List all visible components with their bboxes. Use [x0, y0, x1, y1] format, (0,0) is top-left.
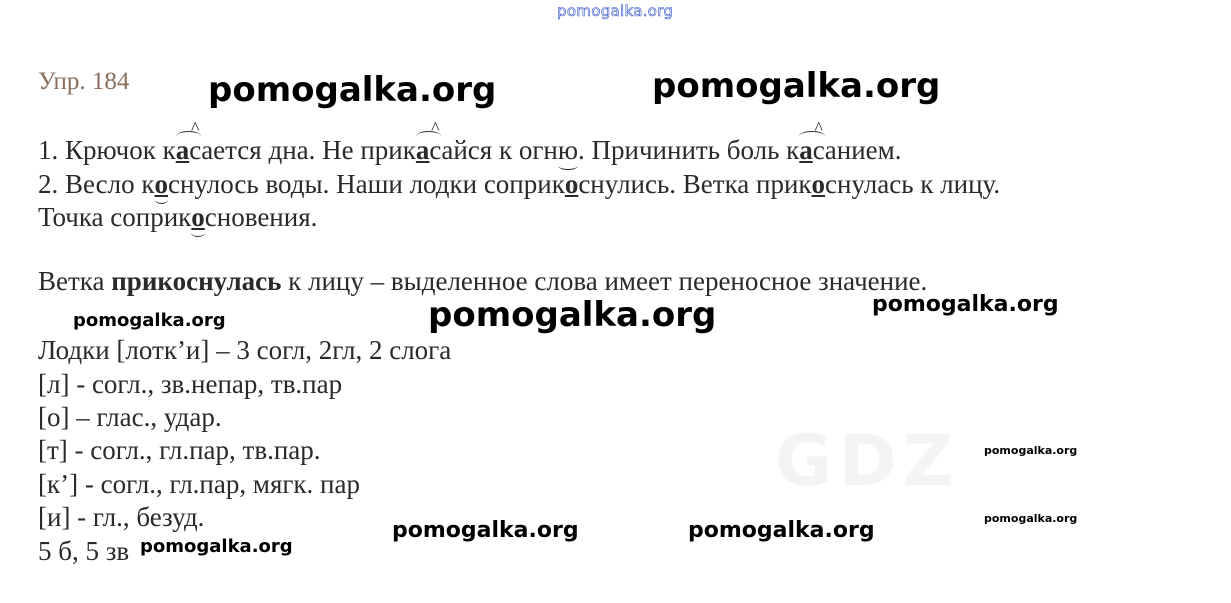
example-line-2: 2. Весло коснулось воды. Наши лодки соприкоснулись. Ветка прикоснулась к лицу.	[38, 169, 1001, 199]
root-vowel: о	[811, 169, 826, 199]
analysis-line: [л] - согл., зв.непар, тв.пар	[38, 369, 343, 399]
figurative-sentence: Ветка прикоснулась к лицу – выделенное слова имеет переносное значение.	[38, 266, 928, 296]
analysis-line: 5 б, 5 зв	[38, 536, 130, 566]
watermark: pomogalka.org	[73, 310, 226, 331]
watermark: pomogalka.org	[872, 292, 1059, 317]
watermark: pomogalka.org	[208, 70, 497, 110]
line-number: 1.	[38, 135, 59, 165]
watermark: pomogalka.org	[652, 66, 941, 106]
background-watermark: GDZ	[775, 420, 960, 502]
watermark: pomogalka.org	[140, 536, 293, 557]
root-vowel: а	[415, 135, 430, 165]
watermark: pomogalka.org	[688, 518, 875, 543]
root-vowel: а	[799, 135, 813, 165]
analysis-line: [о] – глас., удар.	[38, 402, 222, 432]
root-vowel: о	[564, 169, 579, 199]
analysis-line: Лодки [лотк’и] – 3 согл, 2гл, 2 слога	[38, 335, 452, 365]
root-vowel: о	[154, 169, 168, 199]
watermark: pomogalka.org	[984, 444, 1078, 457]
watermark: pomogalka.org	[428, 295, 717, 335]
top-watermark: pomogalka.org	[557, 2, 674, 20]
root-vowel: о	[191, 202, 205, 232]
root-vowel: а	[175, 135, 190, 165]
highlighted-word: прикоснулась	[111, 266, 282, 296]
exercise-heading: Упр. 184	[38, 68, 130, 95]
example-line-1: 1. Крючок ка^ сается дна. Не прика^ сайся к огню. Причинить боль ка^ санием.	[38, 137, 901, 164]
analysis-line: [и] - гл., безуд.	[38, 502, 205, 532]
analysis-line: [т] - согл., гл.пар, тв.пар.	[38, 435, 321, 465]
example-line-3: Точка соприкосновения.	[38, 202, 318, 232]
watermark: pomogalka.org	[984, 512, 1078, 525]
watermark: pomogalka.org	[392, 518, 579, 543]
analysis-line: [к’] - согл., гл.пар, мягк. пар	[38, 469, 360, 499]
